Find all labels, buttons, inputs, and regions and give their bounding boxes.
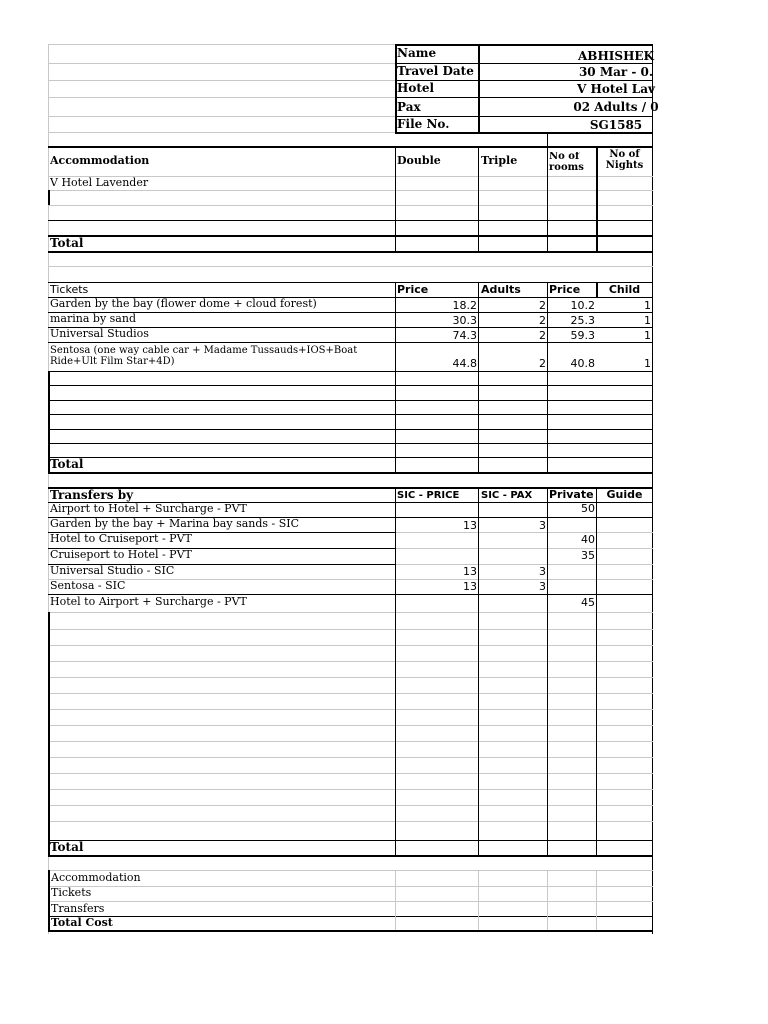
- transfer-sic-pax: 3: [539, 520, 546, 532]
- transfers-header: Transfers by: [50, 489, 134, 502]
- grid-line: [48, 855, 653, 857]
- grid-line: [547, 870, 548, 930]
- grid-line: [48, 80, 395, 81]
- grid-line: [48, 757, 653, 758]
- grid-line: [48, 266, 653, 267]
- ticket-name: Sentosa (one way cable car + Madame Tussauds+IOS+Boat Ride+Ult Film Star+4D): [50, 345, 358, 367]
- ticket-adults: 2: [539, 358, 546, 370]
- grid-line: [48, 371, 653, 372]
- grid-line: [478, 870, 479, 930]
- ticket-name: Universal Studios: [50, 328, 149, 340]
- grid-line: [395, 548, 653, 549]
- ticket-adult-price: 44.8: [452, 358, 477, 370]
- transfer-private: 40: [581, 534, 595, 546]
- transfer-name: Hotel to Airport + Surcharge - PVT: [50, 596, 247, 608]
- accommodation-total-label: Total: [50, 237, 84, 250]
- hotel-value: V Hotel Lav: [577, 83, 655, 96]
- summary-accommodation: Accommodation: [51, 872, 141, 884]
- grid-line: [478, 487, 479, 855]
- grid-line: [48, 205, 653, 206]
- grid-line: [48, 930, 653, 932]
- pax-value: 02 Adults / 0: [573, 101, 659, 114]
- ticket-child: 1: [644, 300, 651, 312]
- grid-line: [48, 661, 653, 662]
- grid-line: [547, 132, 548, 253]
- grid-line: [48, 789, 653, 790]
- ticket-child-price-header: Price: [549, 284, 581, 296]
- guide-header: Guide: [606, 489, 643, 501]
- double-header: Double: [397, 155, 441, 167]
- ticket-child-price: 25.3: [570, 315, 595, 327]
- ticket-adult-price: 30.3: [452, 315, 477, 327]
- grid-line: [48, 594, 653, 595]
- grid-line: [48, 414, 653, 415]
- grid-line: [48, 116, 395, 117]
- ticket-adults: 2: [539, 330, 546, 342]
- grid-line: [48, 677, 653, 678]
- grid-line: [48, 870, 653, 871]
- ticket-adults: 2: [539, 315, 546, 327]
- transfer-name: Universal Studio - SIC: [50, 565, 175, 577]
- grid-line: [48, 821, 653, 822]
- grid-line: [48, 901, 653, 902]
- ticket-name: marina by sand: [50, 313, 136, 325]
- transfer-private: 45: [581, 597, 595, 609]
- ticket-child-price: 59.3: [570, 330, 595, 342]
- grid-line: [48, 190, 50, 205]
- grid-line: [48, 645, 653, 646]
- ticket-child-header: Child: [608, 284, 641, 296]
- grid-line: [395, 146, 396, 253]
- transfer-name: Sentosa - SIC: [50, 580, 126, 592]
- grid-line: [395, 564, 653, 565]
- summary-total-cost: Total Cost: [51, 917, 113, 929]
- grid-line: [48, 805, 653, 806]
- grid-line: [48, 773, 653, 774]
- grid-line: [48, 251, 653, 253]
- grid-line: [596, 487, 597, 855]
- ticket-adult-price: 74.3: [452, 330, 477, 342]
- transfer-name: Garden by the bay + Marina bay sands - SIC: [50, 518, 300, 530]
- grid-line: [48, 429, 653, 430]
- grid-line: [48, 612, 50, 855]
- grid-line: [48, 741, 653, 742]
- summary-transfers: Transfers: [51, 903, 105, 915]
- ticket-child: 1: [644, 330, 651, 342]
- grid-line: [48, 709, 653, 710]
- grid-line: [395, 487, 396, 855]
- grid-line: [395, 80, 653, 81]
- ticket-adults: 2: [539, 300, 546, 312]
- file-no-value: SG1585: [589, 119, 643, 132]
- grid-line: [478, 282, 479, 472]
- tickets-header: Tickets: [50, 284, 89, 296]
- grid-line: [48, 612, 653, 613]
- pax-label: Pax: [397, 101, 421, 114]
- transfer-name: Cruiseport to Hotel - PVT: [50, 549, 192, 561]
- triple-header: Triple: [481, 155, 518, 167]
- grid-line: [48, 220, 653, 221]
- grid-line: [478, 146, 479, 253]
- transfer-name: Airport to Hotel + Surcharge - PVT: [50, 503, 247, 515]
- ticket-child-price: 10.2: [570, 300, 595, 312]
- grid-line: [395, 870, 396, 930]
- sic-price-header: SIC - PRICE: [397, 490, 460, 501]
- accommodation-header: Accommodation: [50, 155, 150, 167]
- grid-line: [48, 371, 50, 472]
- grid-line: [48, 97, 395, 98]
- file-no-label: File No.: [397, 118, 450, 131]
- transfers-total-label: Total: [50, 841, 84, 854]
- grid-line: [395, 97, 653, 98]
- grid-line: [48, 190, 653, 191]
- transfer-private: 35: [581, 550, 595, 562]
- name-value: ABHISHEK: [578, 50, 654, 63]
- name-label: Name: [397, 47, 437, 60]
- ticket-child: 1: [644, 358, 651, 370]
- grid-line: [48, 385, 653, 386]
- grid-line: [48, 63, 395, 64]
- grid-line: [48, 629, 653, 630]
- transfer-sic-pax: 3: [539, 566, 546, 578]
- hotel-label: Hotel: [397, 82, 435, 95]
- grid-line: [652, 44, 653, 934]
- sic-pax-header: SIC - PAX: [481, 490, 533, 501]
- grid-line: [395, 282, 396, 472]
- travel-date-label: Travel Date: [397, 65, 474, 78]
- transfer-sic-pax: 3: [539, 581, 546, 593]
- ticket-name: Garden by the bay (flower dome + cloud forest): [50, 298, 317, 310]
- grid-line: [478, 44, 480, 134]
- grid-line: [395, 116, 653, 117]
- ticket-price-header: Price: [397, 284, 429, 296]
- grid-line: [48, 400, 653, 401]
- ticket-adults-header: Adults: [481, 284, 521, 296]
- grid-line: [547, 282, 548, 472]
- transfer-sic-price: 13: [463, 520, 477, 532]
- hotel-row-label: V Hotel Lavender: [50, 177, 149, 189]
- transfer-sic-price: 13: [463, 566, 477, 578]
- tickets-total-label: Total: [50, 458, 84, 471]
- ticket-child-price: 40.8: [570, 358, 595, 370]
- ticket-child: 1: [644, 315, 651, 327]
- transfer-private: 50: [581, 503, 595, 515]
- private-header: Private: [549, 489, 594, 501]
- grid-line: [48, 693, 653, 694]
- travel-date-value: 30 Mar - 0.: [578, 66, 654, 79]
- grid-line: [547, 487, 548, 855]
- rooms-header: No of rooms: [549, 152, 584, 173]
- grid-line: [596, 870, 597, 930]
- summary-tickets: Tickets: [51, 887, 92, 899]
- grid-line: [48, 472, 653, 474]
- grid-line: [395, 44, 653, 46]
- grid-line: [48, 282, 653, 283]
- transfer-name: Hotel to Cruiseport - PVT: [50, 533, 192, 545]
- transfer-sic-price: 13: [463, 581, 477, 593]
- grid-line: [48, 870, 50, 932]
- grid-line: [48, 146, 653, 148]
- grid-line: [48, 443, 653, 444]
- nights-header: No of Nights: [605, 149, 644, 171]
- grid-line: [48, 725, 653, 726]
- ticket-adult-price: 18.2: [452, 300, 477, 312]
